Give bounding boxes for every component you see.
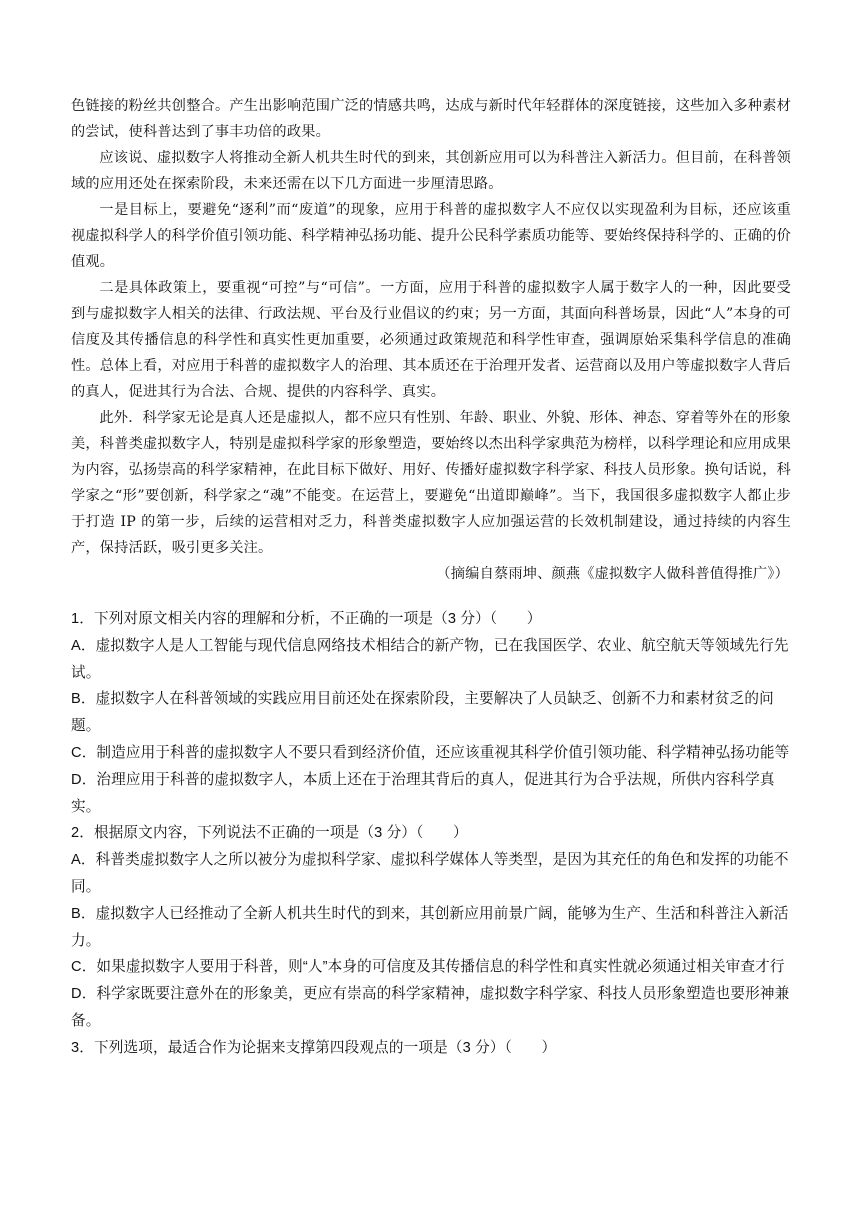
- question-2-option-c: C．如果虚拟数字人要用于科普，则“人”本身的可信度及其传播信息的科学性和真实性就必须通过相关审查才行: [71, 959, 785, 976]
- question-list: [71, 606, 791, 1062]
- passage-paragraph-3: 二是具体政策上，要重视“可控”与“可信”。一方面，应用于科普的虚拟数字人属于数字人的一种，因此要受到与虚拟数字人相关的法律、行政法规、平台及行业倡议的约束；另一方面，其面向科普场景，因此“人”本身的可信度及其传播信息的科学性和真实性更加重要，必须通过政策规范和科学性审查，强调原始采集科学信息的准确性。总体上看，对应用于科普的虚拟数字人的治理、其本质还在于治理开发者、运营商以及用户等虚拟数字人背后的真人，促进其行为合法、合规、提供的内容科学、真实。: [71, 280, 791, 400]
- question-1-option-a: A．虚拟数字人是人工智能与现代信息网络技术相结合的新产物，已在我国医学、农业、航空航天等领域先行先试。: [71, 637, 789, 681]
- question-2-option-b: B．虚拟数字人已经推动了全新人机共生时代的到来，其创新应用前景广阔，能够为生产、生活和科普注入新活力。: [71, 905, 789, 949]
- passage-paragraph-4: 此外．科学家无论是真人还是虚拟人，都不应只有性别、年龄、职业、外貌、形体、神态、穿着等外在的形象美，科普类虚拟数字人，特别是虚拟科学家的形象塑造，要始终以杰出科学家典范为榜样，以科学理论和应用成果为内容，弘扬崇高的科学家精神，在此目标下做好、用好、传播好虚拟数字科学家、科技人员形象。换句话说，科学家之“形”要创新，科学家之“魂”不能变。在运营上，要避免“出道即巅峰”。当下，我国很多虚拟数字人都止步于打造 IP 的第一步，后续的运营相对乏力，科普类虚拟数字人应加强运营的长效机制建设，通过持续的内容生产，保持活跃，吸引更多关注。: [71, 410, 791, 556]
- question-2-option-d: D．科学家既要注意外在的形象美，更应有崇高的科学家精神，虚拟数字科学家、科技人员形象塑造也要形神兼备。: [71, 986, 790, 1029]
- passage-source: （摘编自蔡雨坤、颜燕《虚拟数字人做科普值得推广》）: [436, 566, 789, 582]
- reading-passage: [71, 93, 791, 587]
- question-3-stem: 3．下列选项，最适合作为论据来支撑第四段观点的一项是（3 分）（ ）: [71, 1039, 557, 1056]
- question-1-option-d: D．治理应用于科普的虚拟数字人，本质上还在于治理其背后的真人，促进其行为合乎法规，所供内容科学真实。: [71, 771, 775, 815]
- question-2-option-a: A．科普类虚拟数字人之所以被分为虚拟科学家、虚拟科学媒体人等类型，是因为其充任的角色和发挥的功能不同。: [71, 852, 789, 895]
- question-1-option-c: C．制造应用于科普的虚拟数字人不要只看到经济价值，还应该重视其科学价值引领功能、科学精神弘扬功能等: [71, 744, 790, 761]
- passage-paragraph-0: 色链接的粉丝共创整合。产生出影响范围广泛的情感共鸣，达成与新时代年轻群体的深度链接，这些加入多种素材的尝试，使科普达到了事丰功倍的政果。: [71, 98, 791, 140]
- question-1-stem: 1．下列对原文相关内容的理解和分析，不正确的一项是（3 分）（ ）: [71, 611, 542, 627]
- passage-paragraph-2: 一是目标上，要避免“逐利”而“废道”的现象，应用于科普的虚拟数字人不应仅以实现盈利为目标，还应该重视虚拟科学人的科学价值引领功能、科学精神弘扬功能、提升公民科学素质功能等、要始终保持科学的、正确的价值观。: [71, 202, 791, 270]
- question-2-stem: 2．根据原文内容，下列说法不正确的一项是（3 分）（ ）: [71, 825, 468, 842]
- question-1-option-b: B．虚拟数字人在科普领域的实践应用目前还处在探索阶段，主要解决了人员缺乏、创新不力和素材贫乏的问题。: [71, 691, 774, 735]
- passage-paragraph-1: 应该说、虚拟数字人将推动全新人机共生时代的到来，其创新应用可以为科普注入新活力。但目前，在科普领域的应用还处在探索阶段，未来还需在以下几方面进一步厘清思路。: [71, 150, 791, 192]
